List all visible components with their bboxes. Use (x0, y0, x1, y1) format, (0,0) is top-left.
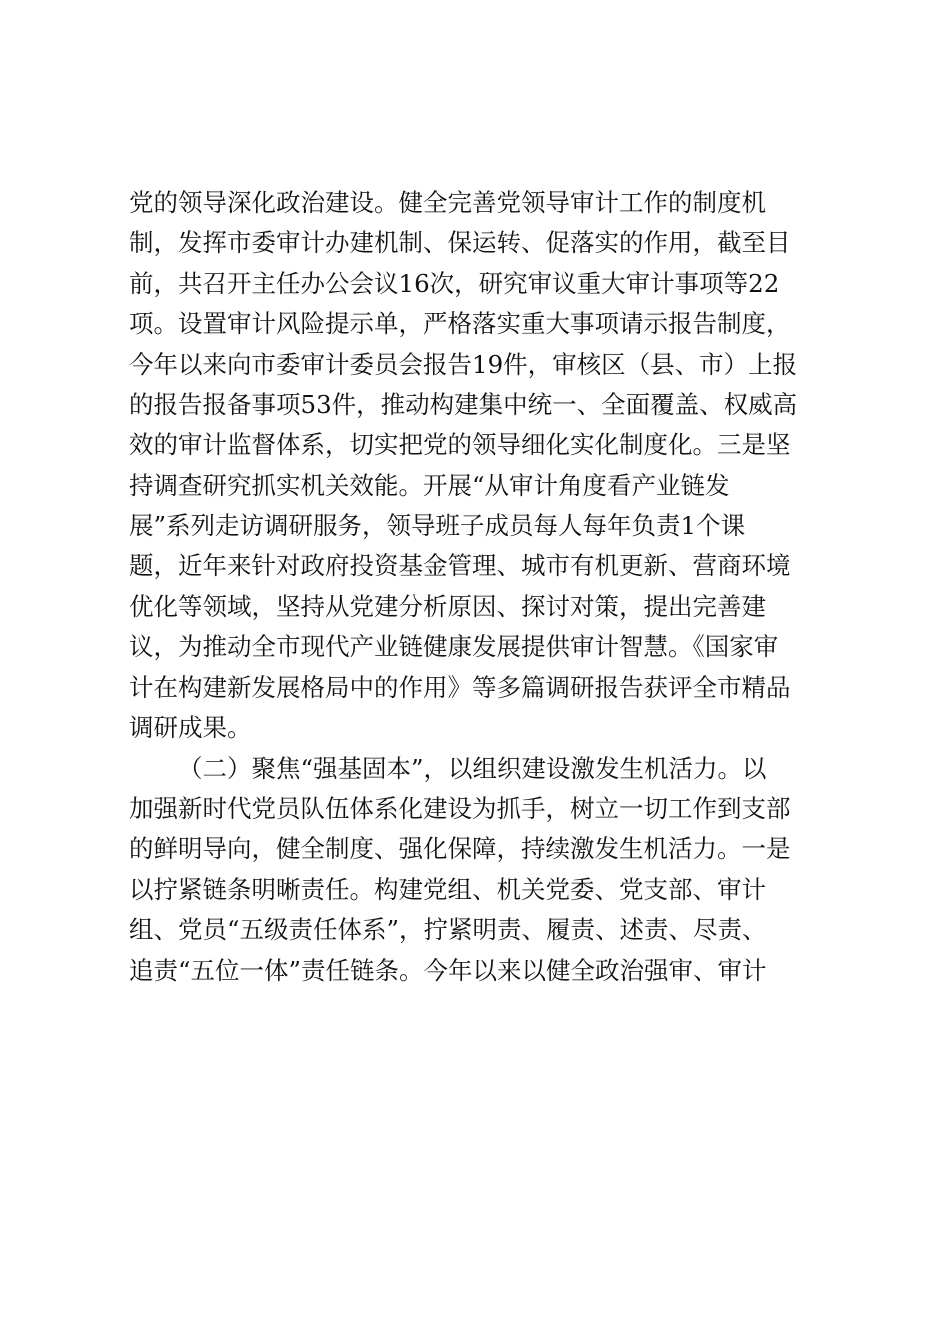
text-line-13: 计在构建新发展格局中的作用》等多篇调研报告获评全市精品 (129, 673, 791, 702)
section-heading-line: （二）聚焦“强基固本”，以组织建设激发生机活力。以 (178, 754, 767, 783)
text-line-17: 的鲜明导向，健全制度、强化保障，持续激发生机活力。一是 (129, 834, 791, 863)
text-line-14: 调研成果。 (129, 713, 252, 742)
text-line-11: 优化等领域，坚持从党建分析原因、探讨对策，提出完善建 (129, 592, 766, 621)
text-line-6: 的报告报备事项53件，推动构建集中统一、全面覆盖、权威高 (129, 390, 798, 419)
text-line-1: 党的领导深化政治建设。健全完善党领导审计工作的制度机 (129, 188, 766, 217)
text-line-10: 题，近年来针对政府投资基金管理、城市有机更新、营商环境 (129, 551, 791, 580)
text-line-5: 今年以来向市委审计委员会报告19件，审核区（县、市）上报 (129, 350, 798, 379)
text-line-3: 前，共召开主任办公会议16次，研究审议重大审计事项等22 (129, 269, 780, 298)
text-line-16: 加强新时代党员队伍体系化建设为抓手，树立一切工作到支部 (129, 794, 791, 823)
text-line-19: 组、党员“五级责任体系”，拧紧明责、履责、述责、尽责、 (129, 915, 767, 944)
text-line-8: 持调查研究抓实机关效能。开展“从审计角度看产业链发 (129, 471, 730, 500)
text-line-18: 以拧紧链条明晰责任。构建党组、机关党委、党支部、审计 (129, 875, 766, 904)
text-line-12: 议，为推动全市现代产业链健康发展提供审计智慧。《国家审 (129, 632, 779, 661)
text-line-4: 项。设置审计风险提示单，严格落实重大事项请示报告制度， (129, 309, 791, 338)
text-line-2: 制，发挥市委审计办建机制、保运转、促落实的作用，截至目 (129, 228, 791, 257)
text-line-20: 追责“五位一体”责任链条。今年以来以健全政治强审、审计 (129, 956, 767, 985)
text-line-7: 效的审计监督体系，切实把党的领导细化实化制度化。三是坚 (129, 430, 791, 459)
text-line-9: 展”系列走访调研服务，领导班子成员每人每年负责1个课 (129, 511, 746, 540)
